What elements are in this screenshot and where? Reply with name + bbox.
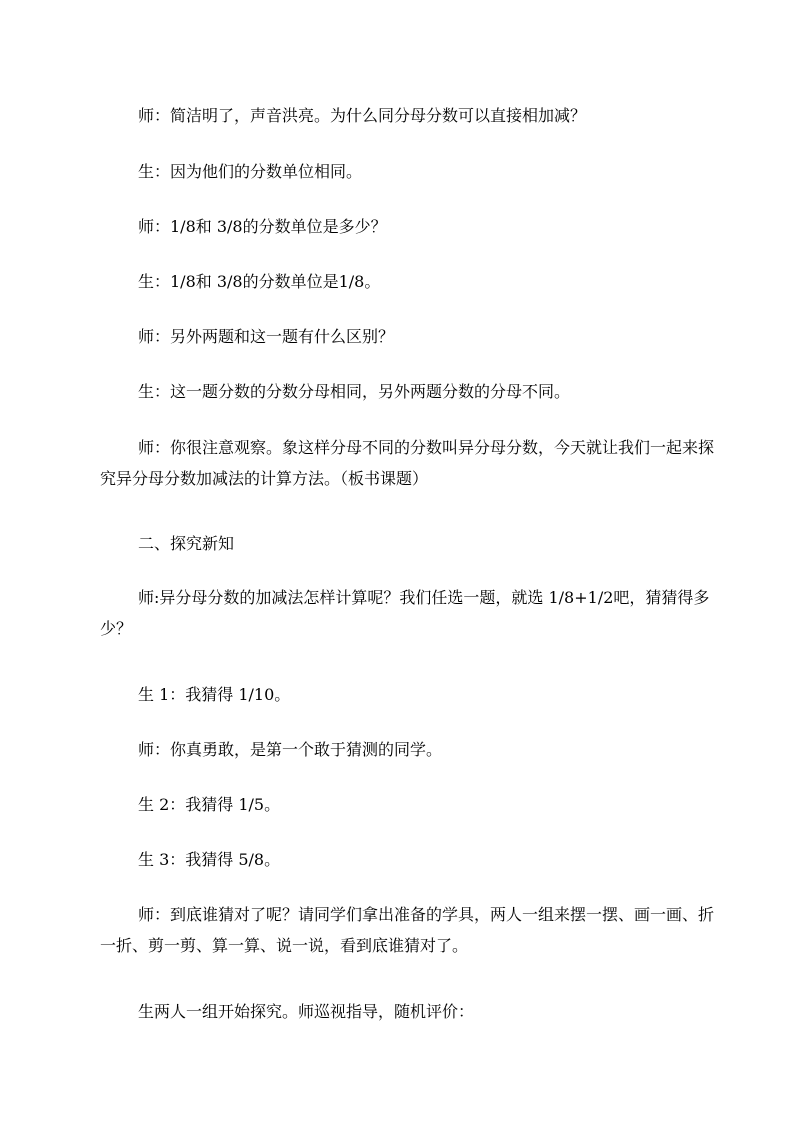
paragraph-2: 生：因为他们的分数单位相同。 <box>138 162 363 181</box>
paragraph-10: 生 1：我猜得 1/10。 <box>138 685 291 704</box>
paragraph-14: 师：到底谁猜对了呢？请同学们拿出准备的学具，两人一组来摆一摆、画一画、折一折、剪一剪、算一算、说一说，看到底谁猜对了。 <box>100 905 715 955</box>
paragraph-6: 生：这一题分数的分数分母相同，另外两题分数的分母不同。 <box>138 382 571 401</box>
paragraph-12: 生 2：我猜得 1/5。 <box>138 795 281 814</box>
paragraph-11: 师：你真勇敢，是第一个敢于猜测的同学。 <box>138 740 443 759</box>
paragraph-4: 生：1/8和 3/8的分数单位是1/8。 <box>138 272 381 291</box>
paragraph-1: 师：简洁明了，声音洪亮。为什么同分母分数可以直接相加减？ <box>138 106 587 125</box>
paragraph-9: 师:异分母分数的加减法怎样计算呢？我们任选一题，就选 1/8+1/2吧，猜猜得多少？ <box>100 588 710 638</box>
paragraph-3: 师：1/8和 3/8的分数单位是多少？ <box>138 217 387 236</box>
paragraph-7: 师：你很注意观察。象这样分母不同的分数叫异分母分数，今天就让我们一起来探究异分母分数加减法的计算方法。（板书课题） <box>100 438 715 488</box>
paragraph-5: 师：另外两题和这一题有什么区别？ <box>138 327 395 346</box>
section-heading: 二、探究新知 <box>138 534 235 553</box>
paragraph-13: 生 3：我猜得 5/8。 <box>138 850 281 869</box>
paragraph-15: 生两人一组开始探究。师巡视指导，随机评价： <box>138 1002 475 1021</box>
